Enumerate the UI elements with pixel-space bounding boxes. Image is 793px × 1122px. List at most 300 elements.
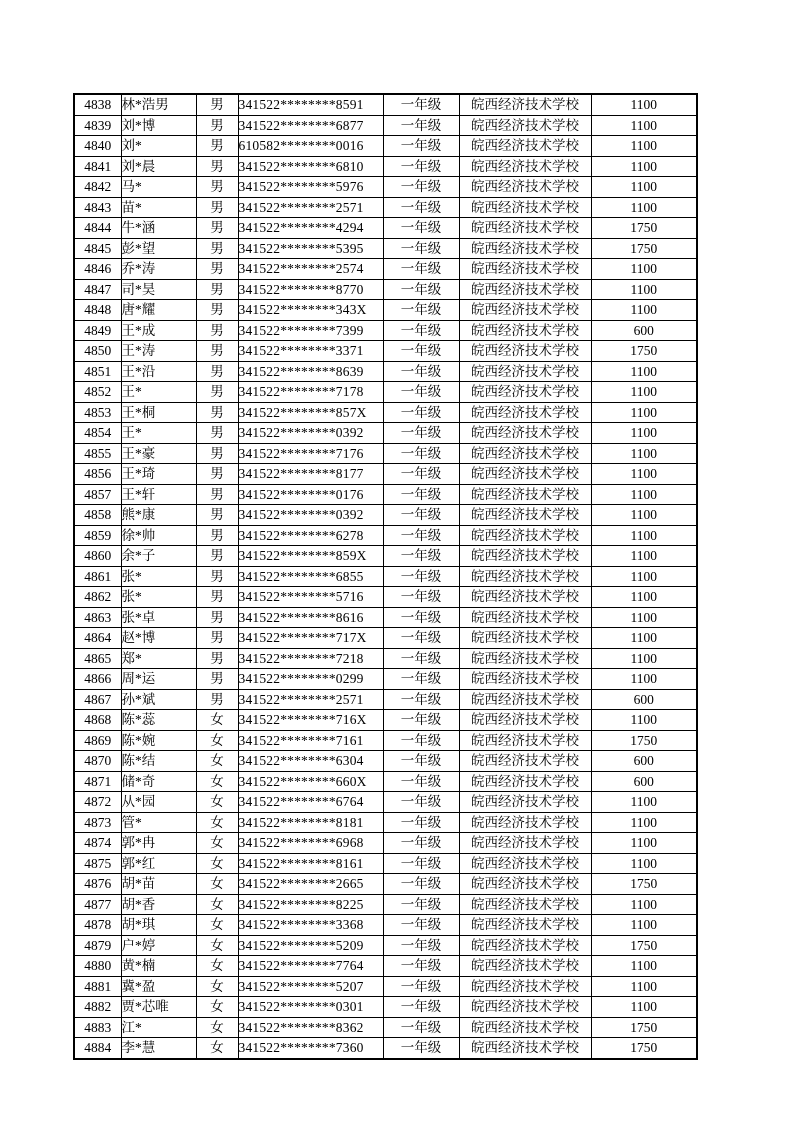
cell-gender: 男 [196,300,238,321]
cell-student-name: 王*成 [121,320,196,341]
cell-school-name: 皖西经济技术学校 [459,423,591,444]
cell-seq-number: 4865 [74,648,121,669]
cell-amount: 1100 [591,812,697,833]
cell-seq-number: 4868 [74,710,121,731]
cell-id-card-number: 341522********7764 [238,956,383,977]
cell-grade: 一年级 [383,689,459,710]
cell-gender: 男 [196,587,238,608]
cell-student-name: 张* [121,587,196,608]
cell-gender: 女 [196,997,238,1018]
table-row [74,259,697,280]
cell-grade: 一年级 [383,320,459,341]
cell-amount: 1100 [591,136,697,157]
cell-amount: 600 [591,751,697,772]
roster-table-body [74,94,697,1059]
table-row [74,300,697,321]
cell-seq-number: 4876 [74,874,121,895]
cell-school-name: 皖西经济技术学校 [459,341,591,362]
table-row [74,607,697,628]
cell-gender: 男 [196,197,238,218]
table-row [74,402,697,423]
cell-seq-number: 4864 [74,628,121,649]
cell-amount: 1750 [591,341,697,362]
cell-gender: 女 [196,1038,238,1059]
cell-gender: 女 [196,792,238,813]
cell-amount: 1750 [591,1017,697,1038]
cell-id-card-number: 341522********7218 [238,648,383,669]
cell-grade: 一年级 [383,853,459,874]
cell-seq-number: 4872 [74,792,121,813]
table-row [74,587,697,608]
cell-school-name: 皖西经济技术学校 [459,710,591,731]
cell-school-name: 皖西经济技术学校 [459,566,591,587]
cell-school-name: 皖西经济技术学校 [459,505,591,526]
cell-seq-number: 4866 [74,669,121,690]
table-row [74,833,697,854]
cell-student-name: 周*运 [121,669,196,690]
cell-amount: 1750 [591,874,697,895]
cell-seq-number: 4883 [74,1017,121,1038]
cell-id-card-number: 341522********5207 [238,976,383,997]
cell-amount: 1100 [591,997,697,1018]
cell-grade: 一年级 [383,423,459,444]
cell-seq-number: 4879 [74,935,121,956]
cell-id-card-number: 341522********2574 [238,259,383,280]
cell-gender: 男 [196,689,238,710]
cell-school-name: 皖西经济技术学校 [459,730,591,751]
cell-gender: 男 [196,382,238,403]
cell-id-card-number: 341522********3368 [238,915,383,936]
cell-seq-number: 4884 [74,1038,121,1059]
cell-amount: 1100 [591,505,697,526]
cell-student-name: 刘* [121,136,196,157]
cell-grade: 一年级 [383,566,459,587]
cell-gender: 男 [196,505,238,526]
table-row [74,669,697,690]
student-roster-table [73,93,698,1060]
cell-gender: 女 [196,751,238,772]
cell-id-card-number: 341522********0392 [238,423,383,444]
cell-grade: 一年级 [383,874,459,895]
cell-student-name: 陈*蕊 [121,710,196,731]
cell-school-name: 皖西经济技术学校 [459,484,591,505]
cell-seq-number: 4881 [74,976,121,997]
cell-seq-number: 4869 [74,730,121,751]
cell-grade: 一年级 [383,648,459,669]
cell-id-card-number: 341522********6810 [238,156,383,177]
cell-student-name: 王*轩 [121,484,196,505]
cell-id-card-number: 341522********6855 [238,566,383,587]
cell-grade: 一年级 [383,341,459,362]
table-row [74,505,697,526]
cell-student-name: 从*园 [121,792,196,813]
cell-school-name: 皖西经济技术学校 [459,648,591,669]
cell-amount: 1100 [591,648,697,669]
table-row [74,1017,697,1038]
cell-grade: 一年级 [383,956,459,977]
cell-id-card-number: 341522********717X [238,628,383,649]
cell-grade: 一年级 [383,587,459,608]
cell-seq-number: 4874 [74,833,121,854]
cell-seq-number: 4858 [74,505,121,526]
table-row [74,320,697,341]
cell-grade: 一年级 [383,935,459,956]
cell-student-name: 江* [121,1017,196,1038]
cell-student-name: 赵*博 [121,628,196,649]
cell-gender: 男 [196,136,238,157]
cell-student-name: 王*桐 [121,402,196,423]
cell-amount: 1100 [591,300,697,321]
cell-school-name: 皖西经济技术学校 [459,136,591,157]
cell-seq-number: 4852 [74,382,121,403]
cell-grade: 一年级 [383,1017,459,1038]
cell-gender: 男 [196,341,238,362]
cell-school-name: 皖西经济技术学校 [459,402,591,423]
cell-seq-number: 4875 [74,853,121,874]
cell-amount: 600 [591,771,697,792]
cell-student-name: 王*涛 [121,341,196,362]
cell-id-card-number: 341522********343X [238,300,383,321]
cell-school-name: 皖西经济技术学校 [459,464,591,485]
cell-school-name: 皖西经济技术学校 [459,587,591,608]
cell-grade: 一年级 [383,279,459,300]
cell-seq-number: 4873 [74,812,121,833]
cell-student-name: 郭*红 [121,853,196,874]
cell-gender: 男 [196,156,238,177]
cell-seq-number: 4847 [74,279,121,300]
cell-student-name: 余*子 [121,546,196,567]
cell-amount: 1100 [591,915,697,936]
cell-id-card-number: 341522********857X [238,402,383,423]
cell-gender: 女 [196,853,238,874]
table-row [74,341,697,362]
cell-student-name: 刘*晨 [121,156,196,177]
cell-gender: 男 [196,484,238,505]
cell-student-name: 刘*博 [121,115,196,136]
cell-id-card-number: 610582********0016 [238,136,383,157]
cell-id-card-number: 341522********5395 [238,238,383,259]
cell-gender: 女 [196,730,238,751]
cell-amount: 1750 [591,238,697,259]
table-row [74,177,697,198]
cell-seq-number: 4856 [74,464,121,485]
cell-seq-number: 4870 [74,751,121,772]
cell-id-card-number: 341522********0392 [238,505,383,526]
table-row [74,751,697,772]
cell-gender: 男 [196,238,238,259]
cell-grade: 一年级 [383,382,459,403]
table-row [74,156,697,177]
cell-gender: 男 [196,464,238,485]
table-row [74,1038,697,1059]
cell-amount: 1100 [591,587,697,608]
cell-school-name: 皖西经济技术学校 [459,156,591,177]
cell-student-name: 王* [121,423,196,444]
cell-grade: 一年级 [383,792,459,813]
cell-grade: 一年级 [383,607,459,628]
cell-school-name: 皖西经济技术学校 [459,361,591,382]
cell-seq-number: 4860 [74,546,121,567]
cell-amount: 1100 [591,628,697,649]
cell-grade: 一年级 [383,771,459,792]
cell-gender: 男 [196,402,238,423]
cell-student-name: 管* [121,812,196,833]
cell-amount: 1100 [591,710,697,731]
cell-school-name: 皖西经济技术学校 [459,976,591,997]
cell-student-name: 孙*斌 [121,689,196,710]
cell-id-card-number: 341522********0299 [238,669,383,690]
cell-grade: 一年级 [383,443,459,464]
cell-amount: 1100 [591,525,697,546]
cell-grade: 一年级 [383,505,459,526]
cell-school-name: 皖西经济技术学校 [459,320,591,341]
table-row [74,136,697,157]
cell-id-card-number: 341522********7176 [238,443,383,464]
cell-gender: 男 [196,607,238,628]
cell-gender: 男 [196,423,238,444]
cell-seq-number: 4882 [74,997,121,1018]
cell-amount: 1100 [591,361,697,382]
cell-id-card-number: 341522********5209 [238,935,383,956]
table-row [74,689,697,710]
cell-school-name: 皖西经济技术学校 [459,443,591,464]
cell-amount: 1100 [591,464,697,485]
cell-seq-number: 4867 [74,689,121,710]
table-row [74,279,697,300]
cell-seq-number: 4839 [74,115,121,136]
cell-id-card-number: 341522********8770 [238,279,383,300]
cell-seq-number: 4878 [74,915,121,936]
table-row [74,812,697,833]
cell-seq-number: 4861 [74,566,121,587]
cell-grade: 一年级 [383,546,459,567]
cell-seq-number: 4844 [74,218,121,239]
cell-id-card-number: 341522********8639 [238,361,383,382]
cell-amount: 1100 [591,484,697,505]
cell-student-name: 冀*盈 [121,976,196,997]
cell-id-card-number: 341522********859X [238,546,383,567]
cell-grade: 一年级 [383,238,459,259]
cell-school-name: 皖西经济技术学校 [459,525,591,546]
cell-amount: 1100 [591,833,697,854]
cell-student-name: 林*浩男 [121,94,196,115]
cell-school-name: 皖西经济技术学校 [459,1038,591,1059]
cell-school-name: 皖西经济技术学校 [459,792,591,813]
cell-amount: 1100 [591,853,697,874]
cell-school-name: 皖西经济技术学校 [459,115,591,136]
table-row [74,443,697,464]
cell-school-name: 皖西经济技术学校 [459,915,591,936]
table-row [74,976,697,997]
cell-amount: 1100 [591,792,697,813]
cell-id-card-number: 341522********6764 [238,792,383,813]
cell-seq-number: 4880 [74,956,121,977]
cell-gender: 女 [196,771,238,792]
cell-grade: 一年级 [383,115,459,136]
cell-grade: 一年级 [383,361,459,382]
cell-id-card-number: 341522********5716 [238,587,383,608]
cell-student-name: 王* [121,382,196,403]
cell-student-name: 王*豪 [121,443,196,464]
cell-gender: 女 [196,833,238,854]
cell-school-name: 皖西经济技术学校 [459,382,591,403]
cell-id-card-number: 341522********7399 [238,320,383,341]
cell-amount: 1100 [591,177,697,198]
table-row [74,730,697,751]
cell-seq-number: 4862 [74,587,121,608]
cell-gender: 男 [196,361,238,382]
cell-id-card-number: 341522********7360 [238,1038,383,1059]
cell-id-card-number: 341522********8591 [238,94,383,115]
cell-grade: 一年级 [383,894,459,915]
cell-id-card-number: 341522********8362 [238,1017,383,1038]
cell-id-card-number: 341522********2571 [238,197,383,218]
cell-student-name: 唐*耀 [121,300,196,321]
cell-gender: 男 [196,320,238,341]
cell-gender: 男 [196,566,238,587]
cell-amount: 1100 [591,279,697,300]
cell-student-name: 胡*香 [121,894,196,915]
cell-amount: 1100 [591,382,697,403]
cell-student-name: 王*沿 [121,361,196,382]
cell-grade: 一年级 [383,812,459,833]
cell-amount: 1100 [591,443,697,464]
cell-student-name: 胡*苗 [121,874,196,895]
cell-seq-number: 4859 [74,525,121,546]
cell-amount: 1750 [591,935,697,956]
cell-seq-number: 4877 [74,894,121,915]
cell-gender: 女 [196,874,238,895]
cell-school-name: 皖西经济技术学校 [459,279,591,300]
cell-seq-number: 4841 [74,156,121,177]
cell-amount: 1100 [591,956,697,977]
cell-seq-number: 4855 [74,443,121,464]
cell-grade: 一年级 [383,259,459,280]
cell-grade: 一年级 [383,751,459,772]
table-row [74,484,697,505]
cell-grade: 一年级 [383,402,459,423]
cell-id-card-number: 341522********6304 [238,751,383,772]
cell-gender: 女 [196,894,238,915]
cell-grade: 一年级 [383,1038,459,1059]
cell-seq-number: 4843 [74,197,121,218]
cell-amount: 600 [591,689,697,710]
cell-id-card-number: 341522********8181 [238,812,383,833]
table-row [74,956,697,977]
cell-grade: 一年级 [383,300,459,321]
cell-school-name: 皖西经济技术学校 [459,546,591,567]
cell-id-card-number: 341522********2571 [238,689,383,710]
cell-id-card-number: 341522********6278 [238,525,383,546]
cell-grade: 一年级 [383,710,459,731]
table-row [74,115,697,136]
cell-id-card-number: 341522********6968 [238,833,383,854]
cell-school-name: 皖西经济技术学校 [459,956,591,977]
cell-id-card-number: 341522********7178 [238,382,383,403]
table-row [74,546,697,567]
cell-student-name: 王*琦 [121,464,196,485]
table-row [74,423,697,444]
cell-seq-number: 4850 [74,341,121,362]
cell-gender: 男 [196,218,238,239]
cell-seq-number: 4842 [74,177,121,198]
cell-school-name: 皖西经济技术学校 [459,300,591,321]
cell-amount: 1100 [591,156,697,177]
cell-grade: 一年级 [383,197,459,218]
cell-id-card-number: 341522********0176 [238,484,383,505]
cell-student-name: 马* [121,177,196,198]
cell-gender: 男 [196,177,238,198]
cell-school-name: 皖西经济技术学校 [459,771,591,792]
cell-gender: 男 [196,279,238,300]
table-row [74,648,697,669]
table-row [74,566,697,587]
cell-school-name: 皖西经济技术学校 [459,628,591,649]
cell-amount: 1100 [591,607,697,628]
cell-student-name: 储*奇 [121,771,196,792]
cell-student-name: 苗* [121,197,196,218]
cell-school-name: 皖西经济技术学校 [459,812,591,833]
cell-school-name: 皖西经济技术学校 [459,607,591,628]
cell-grade: 一年级 [383,915,459,936]
cell-amount: 1750 [591,730,697,751]
cell-id-card-number: 341522********4294 [238,218,383,239]
cell-amount: 1100 [591,115,697,136]
cell-id-card-number: 341522********716X [238,710,383,731]
cell-school-name: 皖西经济技术学校 [459,238,591,259]
cell-student-name: 李*慧 [121,1038,196,1059]
cell-school-name: 皖西经济技术学校 [459,1017,591,1038]
cell-gender: 女 [196,915,238,936]
cell-amount: 1100 [591,94,697,115]
table-row [74,915,697,936]
cell-school-name: 皖西经济技术学校 [459,94,591,115]
cell-gender: 男 [196,259,238,280]
cell-id-card-number: 341522********660X [238,771,383,792]
table-row [74,792,697,813]
cell-school-name: 皖西经济技术学校 [459,751,591,772]
table-row [74,197,697,218]
cell-seq-number: 4838 [74,94,121,115]
cell-student-name: 司*昊 [121,279,196,300]
cell-id-card-number: 341522********8225 [238,894,383,915]
cell-student-name: 熊*康 [121,505,196,526]
cell-gender: 女 [196,1017,238,1038]
cell-gender: 男 [196,628,238,649]
cell-grade: 一年级 [383,484,459,505]
cell-gender: 男 [196,648,238,669]
cell-gender: 女 [196,935,238,956]
cell-id-card-number: 341522********8177 [238,464,383,485]
cell-grade: 一年级 [383,94,459,115]
cell-amount: 600 [591,320,697,341]
cell-gender: 女 [196,710,238,731]
table-row [74,382,697,403]
cell-amount: 1100 [591,546,697,567]
cell-grade: 一年级 [383,997,459,1018]
cell-student-name: 郑* [121,648,196,669]
cell-seq-number: 4840 [74,136,121,157]
cell-student-name: 胡*琪 [121,915,196,936]
cell-school-name: 皖西经济技术学校 [459,177,591,198]
cell-id-card-number: 341522********0301 [238,997,383,1018]
cell-grade: 一年级 [383,730,459,751]
cell-id-card-number: 341522********6877 [238,115,383,136]
table-row [74,94,697,115]
cell-student-name: 彭*望 [121,238,196,259]
cell-amount: 1100 [591,976,697,997]
cell-seq-number: 4849 [74,320,121,341]
